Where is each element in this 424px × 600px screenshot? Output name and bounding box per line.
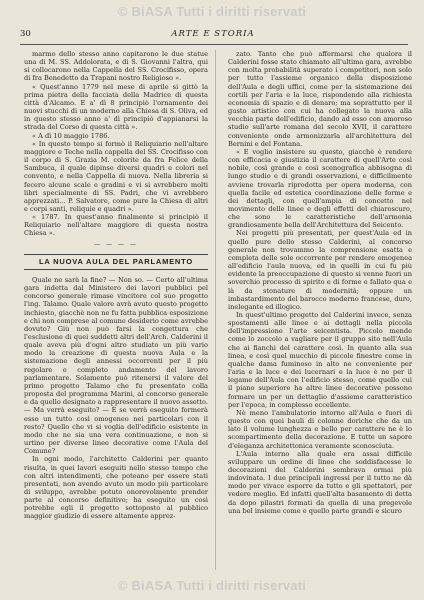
paragraph: « A dì 10 maggio 1786.: [32, 131, 110, 140]
paragraph: In quest'ultimo progetto del Calderini invece, senza spostamenti alle linee e ai dettagli nella piccola dell'impressione l'arte seicentista. Piccolo mende come lo zoccolo a vagliare per il gruppo sito nell'Aula che ai fianchi del carattere così. In quanto alla sua linea, e così quel mucchio di piccole finestre come in qualche dama fuminoso in alto ne conveniente per l'aria e la luce e dei lucernari e la luce è ne per il legame dell'Aula con l'edificio stesso, come quello cui il piano superiore ha altre linee decorative possono formare un per un dettaglio d'assieme caratteristico per l'epoca, in complesso eccellente.: [228, 311, 412, 409]
paragraph: Nei progetti più presentati, per quest'Aula ed in quello pure dello stesso Calderini, al concorso generale non trovammo la comprensione esatta e completa delle sole occorrente per rendere omogenea all'edificio l'aula nuova, ed in quelli in cui fu più evidente la preoccupazione di questo si venne fuori un soverchio processo di spirito e di forme e fallato qua e là da stonature di modernità; oppure un imbastardimento del barocco moderno francese, duro, inelegante ed illogico.: [228, 229, 412, 311]
paragraph: In ogni modo, l'architetto Calderini per quanto risulta, in quei lavori eseguiti nello stesso tempo che con altri intendimenti, che poteano per essere stati presentati, non avendo avuto un modo più particolare di sviluppo, avrebbe potuto onorevolmente prender parte al concorso definitivo; ha eseguito un così potrebbe egli il progetto sottoposto al pubblico maggior giudizio di essere altamente apprez-: [24, 455, 208, 521]
paragraph: « Quest'anno 1779 nel mese di aprile si gittò la prima pietra della facciata della Madrice di questa città d'Alcamo. E a' dì 8 principiò l'ornamento dei nuovi stucchi di un moderno alla Chiesa di S. Oliva, ed in questo stesso anno a' dì principiò d'appianarsi la strada del Corso di questa città ».: [24, 82, 208, 132]
page-header: [20, 29, 406, 41]
paragraph: L'Aula interno alla quale era assai difficile sviluppare un ordine di linee che soddisfacesse le decorazioni del Calderini sembrava ormai più indovinata. I due principali ingressi per il tutto ne dà modo per vivace esporre da tutto e gli spettatori, per vedere meglio. Ed infatti quell'alta basamento di detta da dopo pilastri formati da quella di una pregevole una bel insieme come e quello parte grandi e sicuro: [228, 449, 412, 515]
header-rule: [20, 44, 408, 45]
paragraph: Nè meno l'ambulatorio intorno all'Aula e fuori di questo con quei bauli di colonne doriche che da un lato il volume lunghezza e bello per carattere ne è lo scompartimento della decorazione. E tutte un sapore d'eleganza architettonica veramente sconosciuta.: [228, 408, 412, 450]
paragraph: marmo dello stesso anno capitarono le due statue una di M. SS. Addolorata, e di S. Giovanni l'altra, qui si collocarono nella Cappella del SS. Crocifisso, opera di fra Benedetto da Trapani nostro Religioso ».: [24, 50, 208, 83]
right-column: [228, 50, 412, 515]
journal-title: ARTE E STORIA: [171, 29, 255, 39]
left-column: [24, 50, 208, 521]
column-divider: [215, 50, 216, 570]
paragraph: Quale ne sarà la fine? — Non so. — Certo all'ultima gara indetta dal Ministero dei lavori pubblici pel concorso generale rimase vincitore col suo progetto l'ing. Talamo. Quale valore avrà avuto questo progetto inchiesto, giacchè non ne fu fatta pubblica esposizione e chi non comprese al comune desiderio come avrebbe dovuto? Giù non può farsi la congettura che l'esclusione di quei suddetti altri dell'Arch. Calderini il quale aveva più d'ogni altro studiato un più vario modo la creazione di questa nuova Aula e la sistemazione degli annessi occorrenti per il più regolare e completo andamento del lavoro parlamentare. Solamente può ritenersi il valore del primo progetto Talamo che fu presentato colla proposta del programma Marini, al concorso generale e da quello designato a rappresentare il nuovo assetto. — Ma verrà eseguito? — È se verrà eseguito formerà esso un tutto così omogeneo nei particolari con il resto? Quello che vi si voglia dell'edificio esistente in modo che ne sia una vera continuazione, e non si urtino per diverse linee decorative come l'Aula del Comune?: [24, 275, 208, 456]
watermark-top: © BiASA Tutti i diritti riservati: [117, 4, 307, 19]
section-divider: — — — —: [94, 240, 138, 248]
paragraph: zato. Tanto che può affermarsi che qualora il Calderini fosse stato chiamato all'ultima gara, avrebbe con molta probabilità superato i competitori, non solo per tutto l'assieme organico della disposizione dell'Aula e degli uffici, come per la sistemazione dei cortili per l'aria e la luce, rispondendo alla richiesta economia di spazio e di denaro; ma soprattutto per il gusto artistico con cui ha collegato la nuova alla vecchia parte dell'edificio, dando ad esso con amoroso studio sull'arte romana del secolo XVII, il carattere conveniente onde armonizzarla all'architettura del Bernini e del Fontana.: [228, 50, 412, 148]
section-heading-box: [24, 254, 208, 270]
page-number: 30: [20, 29, 31, 39]
paragraph: « 1787. In quest'anno finalmente si principiò il Reliquiario nell'altare maggiore di questa nostra Chiesa ».: [24, 213, 208, 238]
paragraph: « E voglio insistere su questo, giacchè è rendere con efficacia e giustizia il carattere di quell'Arte così nobile, così grande e così scenografica abbisogna di lungo studio e di grandi osservazioni, e difficilmente avviene trovarla riprodotta per opera moderna, con quella facile ed estetica coordinazione delle forme e dei dettagli, con quell'ampia di concetto nel movimento delle linee e degli effetti del chiaroscuro, che sono le caratteristiche dell'armonia grandiosamente bella dell'Architettura del Seicento.: [228, 147, 412, 230]
watermark-bottom: © BiASA Tutti i diritti riservati: [117, 578, 307, 593]
section-title: LA NUOVA AULA DEL PARLAMENTO: [38, 256, 194, 266]
paragraph: « In questo tempo si formò il Reliquiario nell'altare maggiore e Teche nella cappella del SS. Crocifisso con il corpo di S. Grazia M. colorite da fra Felice della Sambuca, il quale dipinse diversi quadri e colori nel convento, e nella Cappella di nuova. Nella libreria si fecero alcune scale e gradini e vi si avrebbero molti libri specialmente di SS. Padri, che vi avrebbero apprezzati... P. Salvatore, come pure la Chiesa di altri e corpi santi, reliquie e quadri ».: [24, 139, 208, 213]
